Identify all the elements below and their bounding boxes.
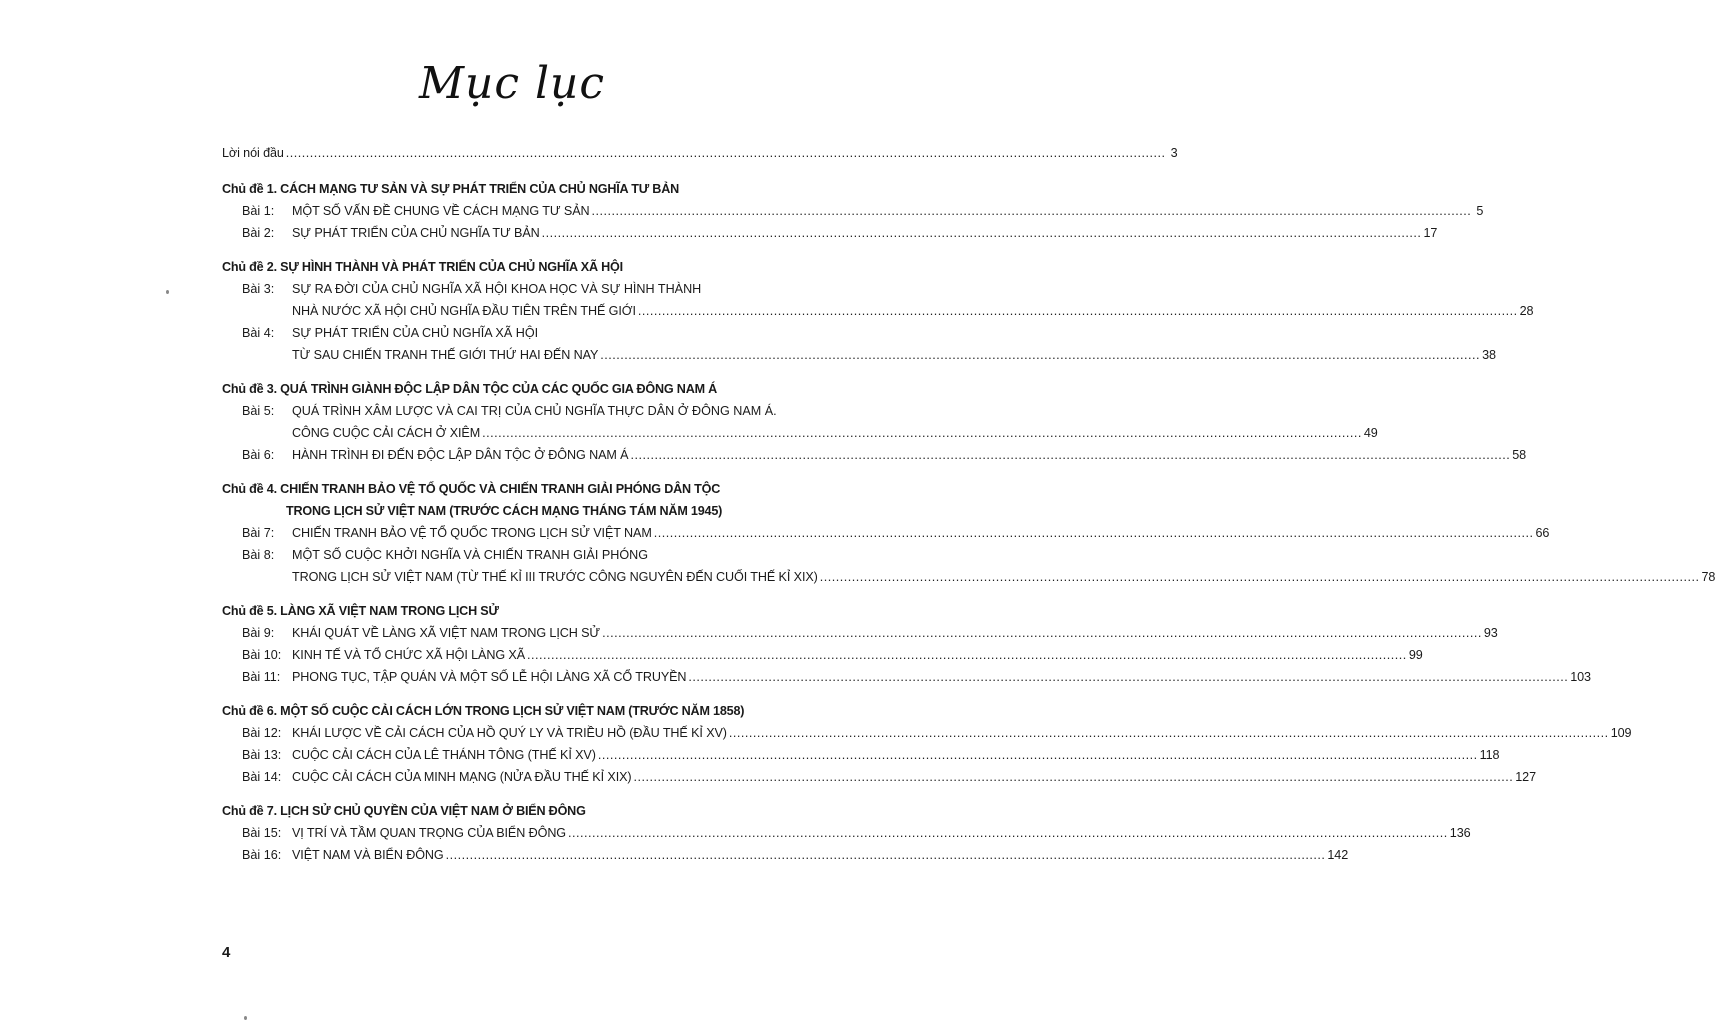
lesson-title: CUỘC CẢI CÁCH CỦA MINH MẠNG (NỬA ĐẦU THẾ KỈ XIX) (292, 770, 632, 784)
lesson-body (292, 400, 1378, 444)
lesson-body (292, 766, 1536, 788)
lesson-row (292, 744, 1499, 766)
lesson-page: 109 (1610, 726, 1632, 740)
lesson-row (292, 666, 1591, 688)
lesson-title: CUỘC CẢI CÁCH CỦA LÊ THÁNH TÔNG (THẾ KỈ XV) (292, 748, 596, 762)
lesson-page: 49 (1363, 426, 1378, 440)
lesson-page: 78 (1701, 570, 1715, 584)
lesson-row (292, 622, 1498, 644)
topic-list (222, 178, 1715, 866)
topic-title-line: Chủ đề 2. SỰ HÌNH THÀNH VÀ PHÁT TRIỂN CỦA CHỦ NGHĨA XÃ HỘI (222, 260, 623, 274)
page-title: Mục lục (418, 58, 606, 109)
toc-topic (222, 378, 1527, 466)
lesson-title-line: SỰ RA ĐỜI CỦA CHỦ NGHĨA XÃ HỘI KHOA HỌC VÀ SỰ HÌNH THÀNH (292, 282, 702, 296)
toc-topic (222, 800, 1471, 866)
lesson-page: 136 (1449, 826, 1471, 840)
lesson-body (292, 200, 1483, 222)
toc-lesson (222, 200, 1484, 222)
lesson-body (292, 522, 1549, 544)
scan-speck (166, 290, 169, 294)
leader-dots: ............................................................................................................................................................................................................................ (688, 670, 1569, 684)
lesson-number: Bài 8: (242, 548, 275, 562)
lesson-body (292, 844, 1348, 866)
toc-lesson (222, 322, 1496, 366)
lesson-row (292, 566, 1715, 588)
lesson-body (292, 744, 1499, 766)
page-number: 4 (222, 944, 231, 961)
leader-dots: ............................................................................................................................................................................................................................ (633, 770, 1514, 784)
lesson-number: Bài 16: (242, 848, 282, 862)
lesson-body (292, 322, 1496, 366)
lesson-row (292, 222, 1437, 244)
leader-dots: ............................................................................................................................................................................................................................ (445, 848, 1326, 862)
leader-dots: ............................................................................................................................................................................................................................ (285, 146, 1166, 160)
lesson-body (292, 644, 1423, 666)
lesson-title: SỰ PHÁT TRIỂN CỦA CHỦ NGHĨA TƯ BẢN (292, 226, 540, 240)
lesson-number: Bài 9: (242, 626, 275, 640)
toc-lesson (222, 666, 1591, 688)
lesson-title: NHÀ NƯỚC XÃ HỘI CHỦ NGHĨA ĐẦU TIÊN TRÊN THẾ GIỚI (292, 304, 636, 318)
lesson-number: Bài 10: (242, 648, 282, 662)
lesson-body (292, 722, 1631, 744)
lesson-page: 103 (1570, 670, 1591, 684)
toc-lesson (222, 444, 1527, 466)
toc-lesson (222, 722, 1632, 744)
leader-dots: ............................................................................................................................................................................................................................ (591, 204, 1472, 218)
toc-topic (222, 178, 1484, 244)
lesson-row (292, 344, 1496, 366)
leader-dots: ............................................................................................................................................................................................................................ (602, 626, 1482, 640)
lesson-page: 142 (1327, 848, 1349, 862)
scan-speck (244, 1016, 247, 1020)
topic-title (222, 378, 844, 400)
lesson-page: 28 (1519, 304, 1534, 318)
lesson-row (292, 422, 1378, 444)
lesson-page: 127 (1515, 770, 1536, 784)
lesson-title: KHÁI QUÁT VỀ LÀNG XÃ VIỆT NAM TRONG LỊCH SỬ (292, 626, 601, 640)
toc-lesson (222, 744, 1500, 766)
lesson-title: CHIẾN TRANH BẢO VỆ TỔ QUỐC TRONG LỊCH SỬ VIỆT NAM (292, 526, 652, 540)
leader-dots: ............................................................................................................................................................................................................................ (568, 826, 1448, 840)
lesson-title: MỘT SỐ VẤN ĐỀ CHUNG VỀ CÁCH MẠNG TƯ SẢN (292, 204, 590, 218)
topic-title (222, 800, 844, 822)
leader-dots: ............................................................................................................................................................................................................................ (600, 348, 1481, 362)
leader-dots: ............................................................................................................................................................................................................................ (630, 448, 1511, 462)
lesson-page: 99 (1408, 648, 1423, 662)
lesson-body (292, 666, 1591, 688)
lesson-number: Bài 12: (242, 726, 282, 740)
toc-topic (222, 256, 1534, 366)
toc-lesson (222, 822, 1471, 844)
lesson-body (292, 544, 1715, 588)
lesson-title-line: MỘT SỐ CUỘC KHỞI NGHĨA VÀ CHIẾN TRANH GIẢI PHÓNG (292, 548, 649, 562)
toc-lesson (222, 622, 1498, 644)
leader-dots: ............................................................................................................................................................................................................................ (728, 726, 1609, 740)
toc-lesson (222, 544, 1715, 588)
lesson-number: Bài 1: (242, 204, 275, 218)
toc-intro-row (222, 140, 1178, 166)
lesson-title-line: QUÁ TRÌNH XÂM LƯỢC VÀ CAI TRỊ CỦA CHỦ NGHĨA THỰC DÂN Ở ĐÔNG NAM Á. (292, 404, 777, 418)
toc-lesson (222, 222, 1438, 244)
lesson-row (292, 822, 1471, 844)
lesson-number: Bài 7: (242, 526, 275, 540)
lesson-number: Bài 3: (242, 282, 275, 296)
lesson-body (292, 622, 1498, 644)
toc-lesson (222, 400, 1378, 444)
lesson-row (292, 444, 1526, 466)
lesson-page: 93 (1483, 626, 1498, 640)
lesson-title: KINH TẾ VÀ TỔ CHỨC XÃ HỘI LÀNG XÃ (292, 648, 526, 662)
topic-title-line: Chủ đề 1. CÁCH MẠNG TƯ SẢN VÀ SỰ PHÁT TRIỂN CỦA CHỦ NGHĨA TƯ BẢN (222, 182, 679, 196)
lesson-number: Bài 14: (242, 770, 282, 784)
lesson-body (292, 278, 1533, 322)
lesson-number: Bài 11: (242, 670, 281, 684)
toc-topic (222, 478, 1715, 588)
lesson-title: TỪ SAU CHIẾN TRANH THẾ GIỚI THỨ HAI ĐẾN NAY (292, 348, 599, 362)
lesson-number: Bài 4: (242, 326, 275, 340)
lesson-title: KHÁI LƯỢC VỀ CẢI CÁCH CỦA HỒ QUÝ LY VÀ TRIỀU HỒ (ĐẦU THẾ KỈ XV) (292, 726, 727, 740)
toc-lesson (222, 278, 1534, 322)
table-of-contents (222, 140, 1715, 866)
lesson-number: Bài 6: (242, 448, 275, 462)
topic-title (222, 600, 844, 622)
lesson-number: Bài 2: (242, 226, 275, 240)
lesson-body (292, 222, 1437, 244)
leader-dots: ............................................................................................................................................................................................................................ (653, 526, 1534, 540)
topic-title-line: Chủ đề 5. LÀNG XÃ VIỆT NAM TRONG LỊCH SỬ (222, 604, 499, 618)
toc-lesson (222, 844, 1349, 866)
lesson-row (292, 644, 1423, 666)
lesson-number: Bài 13: (242, 748, 282, 762)
lesson-title: CÔNG CUỘC CẢI CÁCH Ở XIÊM (292, 426, 481, 440)
lesson-number: Bài 15: (242, 826, 282, 840)
topic-title (222, 478, 844, 522)
lesson-title-line: SỰ PHÁT TRIỂN CỦA CHỦ NGHĨA XÃ HỘI (292, 326, 539, 340)
toc-topic (222, 600, 1591, 688)
toc-topic (222, 700, 1632, 788)
lesson-body (292, 822, 1471, 844)
intro-label: Lời nói đầu (222, 146, 284, 160)
topic-title-line: TRONG LỊCH SỬ VIỆT NAM (TRƯỚC CÁCH MẠNG THÁNG TÁM NĂM 1945) (286, 504, 723, 518)
lesson-title: HÀNH TRÌNH ĐI ĐẾN ĐỘC LẬP DÂN TỘC Ở ĐÔNG NAM Á (292, 448, 629, 462)
topic-title-line: Chủ đề 3. QUÁ TRÌNH GIÀNH ĐỘC LẬP DÂN TỘC CỦA CÁC QUỐC GIA ĐÔNG NAM Á (222, 382, 718, 396)
lesson-title: TRONG LỊCH SỬ VIỆT NAM (TỪ THẾ KỈ III TRƯỚC CÔNG NGUYÊN ĐẾN CUỐI THẾ KỈ XIX) (292, 570, 818, 584)
lesson-page: 5 (1476, 204, 1484, 218)
lesson-number: Bài 5: (242, 404, 275, 418)
lesson-row (292, 722, 1631, 744)
lesson-title: VỊ TRÍ VÀ TẦM QUAN TRỌNG CỦA BIỂN ĐÔNG (292, 826, 567, 840)
toc-lesson (222, 766, 1536, 788)
leader-dots: ............................................................................................................................................................................................................................ (541, 226, 1422, 240)
lesson-page: 118 (1479, 748, 1500, 762)
lesson-page: 38 (1482, 348, 1496, 362)
leader-dots: ............................................................................................................................................................................................................................ (527, 648, 1407, 662)
lesson-page: 58 (1512, 448, 1527, 462)
topic-title-line: Chủ đề 7. LỊCH SỬ CHỦ QUYỀN CỦA VIỆT NAM Ở BIỂN ĐÔNG (222, 804, 586, 818)
toc-lesson (222, 522, 1550, 544)
lesson-page: 66 (1535, 526, 1550, 540)
topic-title-line: Chủ đề 6. MỘT SỐ CUỘC CẢI CÁCH LỚN TRONG LỊCH SỬ VIỆT NAM (TRƯỚC NĂM 1858) (222, 704, 745, 718)
lesson-title: PHONG TỤC, TẬP QUÁN VÀ MỘT SỐ LỄ HỘI LÀNG XÃ CỔ TRUYỀN (292, 670, 687, 684)
topic-title (222, 256, 844, 278)
lesson-title: VIỆT NAM VÀ BIỂN ĐÔNG (292, 848, 444, 862)
toc-lesson (222, 644, 1423, 666)
topic-title-line: Chủ đề 4. CHIẾN TRANH BẢO VỆ TỔ QUỐC VÀ CHIẾN TRANH GIẢI PHÓNG DÂN TỘC (222, 482, 721, 496)
topic-title (222, 700, 844, 722)
leader-dots: ............................................................................................................................................................................................................................ (597, 748, 1478, 762)
lesson-row (292, 766, 1536, 788)
lesson-row (292, 844, 1348, 866)
lesson-row (292, 300, 1533, 322)
lesson-row (292, 522, 1549, 544)
lesson-page: 17 (1423, 226, 1438, 240)
lesson-body (292, 444, 1526, 466)
leader-dots: ............................................................................................................................................................................................................................ (637, 304, 1518, 318)
lesson-row (292, 200, 1483, 222)
leader-dots: ............................................................................................................................................................................................................................ (482, 426, 1362, 440)
topic-title (222, 178, 844, 200)
intro-page: 3 (1170, 146, 1178, 160)
leader-dots: ............................................................................................................................................................................................................................ (819, 570, 1700, 584)
